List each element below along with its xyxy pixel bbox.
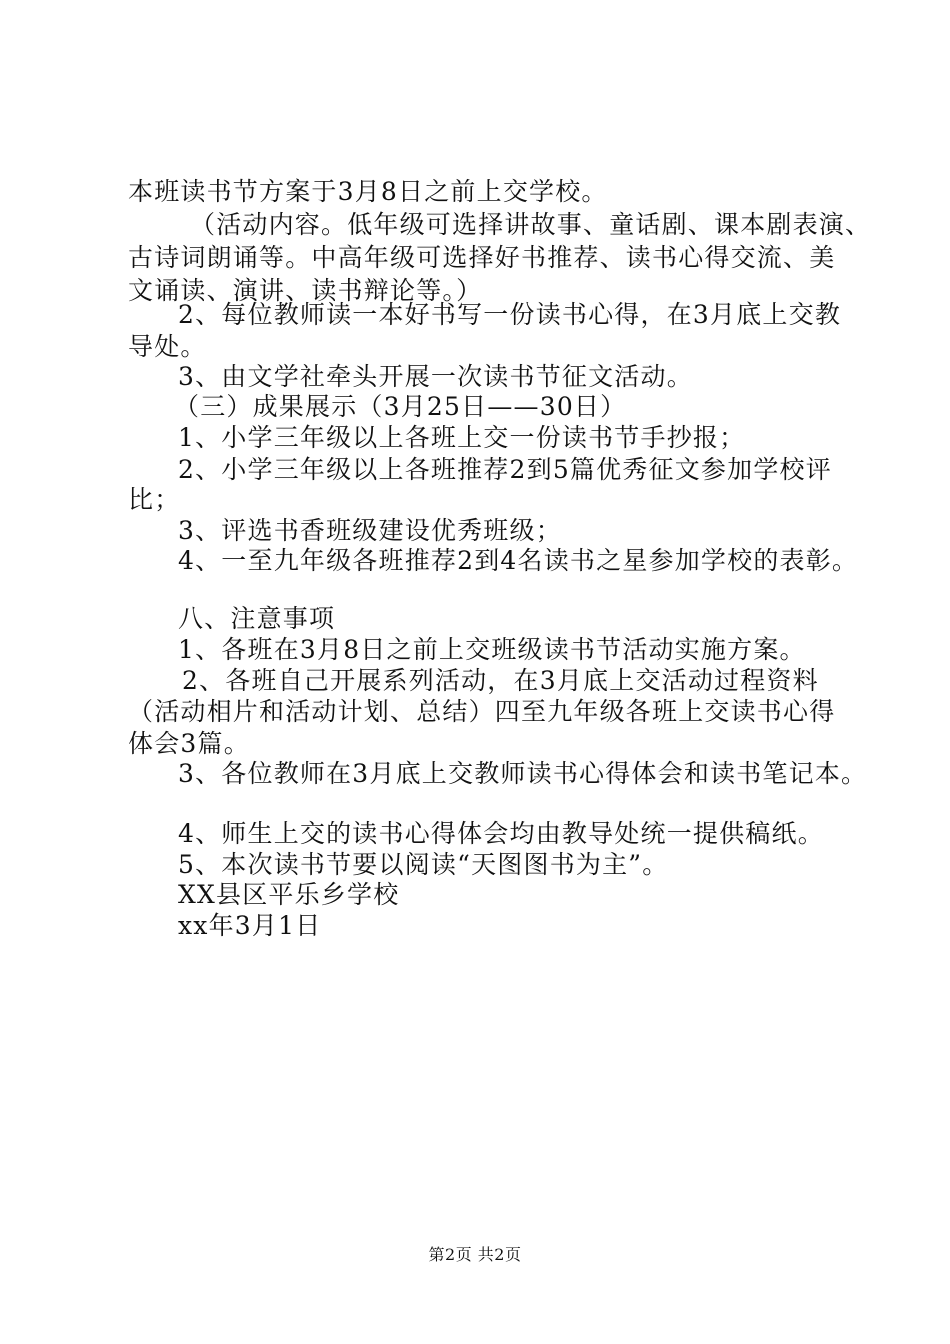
text-line: （活动内容。低年级可选择讲故事、童话剧、课本剧表演、 (190, 210, 872, 239)
text-line: 2、每位教师读一本好书写一份读书心得，在3月底上交教 (178, 300, 842, 329)
text-line: 3、各位教师在3月底上交教师读书心得体会和读书笔记本。 (178, 759, 868, 788)
text-line: 3、评选书香班级建设优秀班级； (178, 516, 562, 545)
text-line: 2、各班自己开展系列活动，在3月底上交活动过程资料 (182, 666, 819, 695)
text-line: 1、各班在3月8日之前上交班级读书节活动实施方案。 (178, 635, 806, 664)
text-line: （活动相片和活动计划、总结）四至九年级各班上交读书心得 (128, 697, 836, 726)
section-heading: （三）成果展示（3月25日——30日） (174, 392, 627, 421)
text-line: 4、师生上交的读书心得体会均由教导处统一提供稿纸。 (178, 819, 824, 848)
page-number-footer: 第2页 共2页 (428, 1245, 522, 1264)
text-line: 体会3篇。 (128, 729, 250, 758)
text-line: 2、小学三年级以上各班推荐2到5篇优秀征文参加学校评 (178, 455, 832, 484)
text-line: 4、一至九年级各班推荐2到4名读书之星参加学校的表彰。 (178, 546, 859, 575)
text-line: 导处。 (128, 332, 207, 361)
section-heading: 八、注意事项 (178, 604, 336, 633)
text-line: 3、由文学社牵头开展一次读书节征文活动。 (178, 362, 693, 391)
text-line: 本班读书节方案于3月8日之前上交学校。 (128, 177, 608, 206)
text-line: 比； (128, 485, 181, 514)
text-line: 文诵读、演讲、读书辩论等。） (128, 276, 483, 305)
signature-organization: XX县区平乐乡学校 (178, 880, 400, 909)
text-line: 1、小学三年级以上各班上交一份读书节手抄报； (178, 423, 746, 452)
text-line: 古诗词朗诵等。中高年级可选择好书推荐、读书心得交流、美 (128, 243, 836, 272)
text-line: 5、本次读书节要以阅读“天图图书为主”。 (178, 850, 669, 879)
signature-date: xx年3月1日 (178, 911, 322, 940)
